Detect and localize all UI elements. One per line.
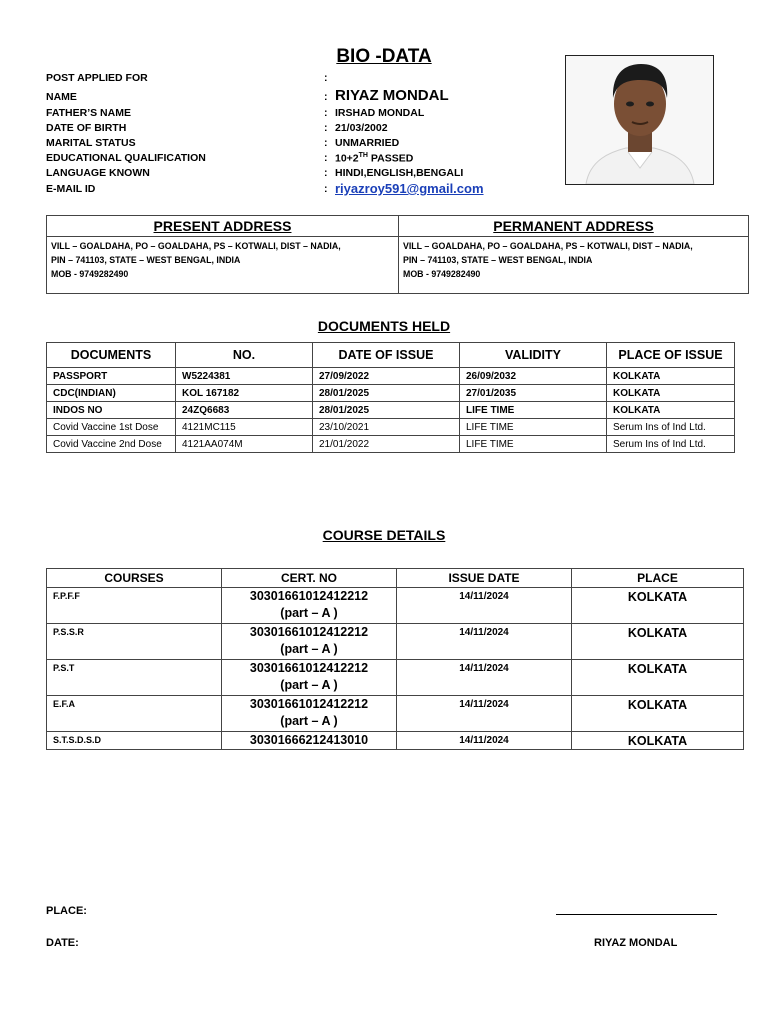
table-row <box>47 436 735 453</box>
cell: Covid Vaccine 2nd Dose <box>47 436 176 453</box>
cell: 30301661012412212 (part – A ) <box>222 696 397 732</box>
table-row <box>47 402 735 419</box>
courses-table <box>46 568 744 750</box>
cell: 28/01/2025 <box>313 402 460 419</box>
permanent-address-heading: PERMANENT ADDRESS <box>399 216 749 237</box>
table-row <box>47 660 744 696</box>
cell: PASSPORT <box>47 368 176 385</box>
label-post: POST APPLIED FOR <box>46 72 148 84</box>
cell: F.P.F.F <box>47 588 222 624</box>
cell: 4121AA074M <box>176 436 313 453</box>
label-dob: DATE OF BIRTH <box>46 122 127 134</box>
label-email: E-MAIL ID <box>46 183 96 195</box>
colon: : <box>324 137 328 149</box>
col-header: COURSES <box>47 569 222 588</box>
cell: Serum Ins of Ind Ltd. <box>607 419 735 436</box>
present-address: VILL – GOALDAHA, PO – GOALDAHA, PS – KOTWALI, DIST – NADIA, PIN – 741103, STATE – WEST BENGAL, INDIA MOB - 9749282490 <box>47 237 399 294</box>
col-header: CERT. NO <box>222 569 397 588</box>
value-dob: 21/03/2002 <box>335 122 388 134</box>
cell: 14/11/2024 <box>397 732 572 750</box>
place-label: PLACE: <box>46 905 87 917</box>
cell: 21/01/2022 <box>313 436 460 453</box>
cell: LIFE TIME <box>460 419 607 436</box>
value-language: HINDI,ENGLISH,BENGALI <box>335 167 464 179</box>
table-header <box>47 343 735 368</box>
cell: 24ZQ6683 <box>176 402 313 419</box>
value-education: 10+2TH PASSED <box>335 152 414 165</box>
table-row <box>47 368 735 385</box>
cell: E.F.A <box>47 696 222 732</box>
present-address-heading: PRESENT ADDRESS <box>47 216 399 237</box>
person-photo-icon <box>565 55 714 185</box>
cell: Covid Vaccine 1st Dose <box>47 419 176 436</box>
cell: S.T.S.D.S.D <box>47 732 222 750</box>
colon: : <box>324 91 328 103</box>
col-header: PLACE OF ISSUE <box>607 343 735 368</box>
cell: KOLKATA <box>572 660 744 696</box>
colon: : <box>324 152 328 164</box>
table-row <box>47 696 744 732</box>
courses-heading: COURSE DETAILS <box>322 527 446 543</box>
cell: LIFE TIME <box>460 436 607 453</box>
cell: 14/11/2024 <box>397 660 572 696</box>
colon: : <box>324 167 328 179</box>
cell: KOLKATA <box>572 624 744 660</box>
cell: KOLKATA <box>572 696 744 732</box>
address-table <box>46 215 749 294</box>
documents-heading: DOCUMENTS HELD <box>317 318 451 334</box>
date-label: DATE: <box>46 937 79 949</box>
cell: KOLKATA <box>572 588 744 624</box>
label-education: EDUCATIONAL QUALIFICATION <box>46 152 206 164</box>
label-marital: MARITAL STATUS <box>46 137 136 149</box>
documents-table <box>46 342 735 453</box>
cell: 30301661012412212 (part – A ) <box>222 624 397 660</box>
label-language: LANGUAGE KNOWN <box>46 167 150 179</box>
cell: P.S.S.R <box>47 624 222 660</box>
cell: KOLKATA <box>607 368 735 385</box>
table-row <box>47 588 744 624</box>
cell: KOLKATA <box>572 732 744 750</box>
value-father: IRSHAD MONDAL <box>335 107 425 119</box>
col-header: ISSUE DATE <box>397 569 572 588</box>
cell: W5224381 <box>176 368 313 385</box>
colon: : <box>324 122 328 134</box>
signature-line <box>556 914 717 915</box>
cell: 28/01/2025 <box>313 385 460 402</box>
cell: KOLKATA <box>607 402 735 419</box>
value-marital: UNMARRIED <box>335 137 400 149</box>
cell: KOL 167182 <box>176 385 313 402</box>
colon: : <box>324 183 328 195</box>
cell: 30301661012412212 (part – A ) <box>222 588 397 624</box>
table-row <box>47 419 735 436</box>
signature-name: RIYAZ MONDAL <box>594 937 678 949</box>
table-row <box>47 624 744 660</box>
cell: 14/11/2024 <box>397 696 572 732</box>
col-header: DATE OF ISSUE <box>313 343 460 368</box>
page-title: BIO -DATA <box>336 46 432 67</box>
colon: : <box>324 107 328 119</box>
cell: LIFE TIME <box>460 402 607 419</box>
cell: 27/01/2035 <box>460 385 607 402</box>
col-header: NO. <box>176 343 313 368</box>
table-header <box>47 569 744 588</box>
cell: INDOS NO <box>47 402 176 419</box>
cell: CDC(INDIAN) <box>47 385 176 402</box>
cell: P.S.T <box>47 660 222 696</box>
cell: 14/11/2024 <box>397 588 572 624</box>
email-link[interactable]: riyazroy591@gmail.com <box>335 181 484 196</box>
col-header: DOCUMENTS <box>47 343 176 368</box>
cell: 4121MC115 <box>176 419 313 436</box>
col-header: VALIDITY <box>460 343 607 368</box>
label-name: NAME <box>46 91 77 103</box>
cell: 30301661012412212 (part – A ) <box>222 660 397 696</box>
value-name: RIYAZ MONDAL <box>335 87 449 104</box>
cell: 26/09/2032 <box>460 368 607 385</box>
cell: 23/10/2021 <box>313 419 460 436</box>
label-father: FATHER’S NAME <box>46 107 131 119</box>
permanent-address: VILL – GOALDAHA, PO – GOALDAHA, PS – KOTWALI, DIST – NADIA, PIN – 741103, STATE – WEST BENGAL, INDIA MOB - 9749282490 <box>399 237 749 294</box>
cell: KOLKATA <box>607 385 735 402</box>
colon: : <box>324 72 328 84</box>
col-header: PLACE <box>572 569 744 588</box>
table-row <box>47 732 744 750</box>
cell: Serum Ins of Ind Ltd. <box>607 436 735 453</box>
table-row <box>47 385 735 402</box>
cell: 14/11/2024 <box>397 624 572 660</box>
cell: 27/09/2022 <box>313 368 460 385</box>
cell: 30301666212413010 <box>222 732 397 750</box>
